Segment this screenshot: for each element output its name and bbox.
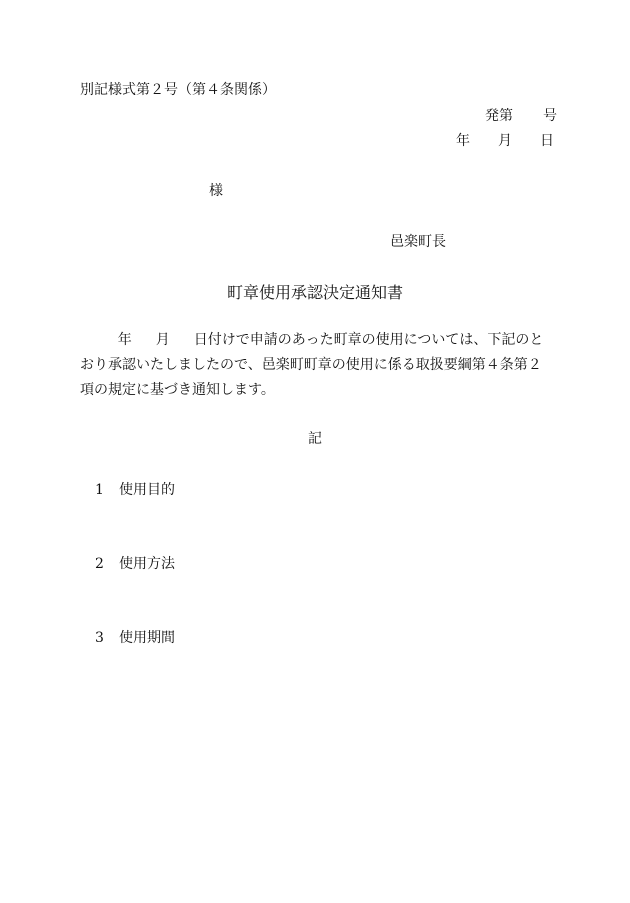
list-item — [95, 481, 175, 499]
document-number-prefix: 発第 — [485, 108, 513, 124]
document-title: 町章使用承認決定通知書 — [226, 283, 403, 302]
recipient-suffix: 様 — [209, 183, 223, 199]
document-number — [485, 107, 557, 125]
body-month: 月 — [155, 332, 170, 348]
item-number: 1 — [95, 482, 104, 498]
item-number: 2 — [95, 556, 104, 572]
sender-name: 邑楽町長 — [390, 234, 446, 250]
ki-heading: 記 — [308, 431, 322, 447]
item-label-purpose: 使用目的 — [119, 482, 175, 498]
issue-date-day: 日 — [540, 133, 554, 149]
document-number-suffix: 号 — [543, 108, 557, 124]
list-item — [95, 555, 175, 573]
issue-date — [456, 132, 554, 150]
item-number: 3 — [95, 630, 104, 646]
item-label-period: 使用期間 — [119, 630, 175, 646]
issue-date-month: 月 — [498, 133, 512, 149]
list-item — [95, 629, 175, 647]
issue-date-year: 年 — [456, 133, 470, 149]
body-text — [80, 328, 552, 403]
item-label-method: 使用方法 — [119, 556, 175, 572]
form-number: 別記様式第２号（第４条関係） — [80, 82, 276, 98]
body-year: 年 — [117, 332, 132, 348]
body-paragraph: 日付けで申請のあった町章の使用については、下記のとおり承認いたしましたので、邑楽町町章の使用に係る取扱要綱第４条第２項の規定に基づき通知します。 — [80, 332, 544, 398]
